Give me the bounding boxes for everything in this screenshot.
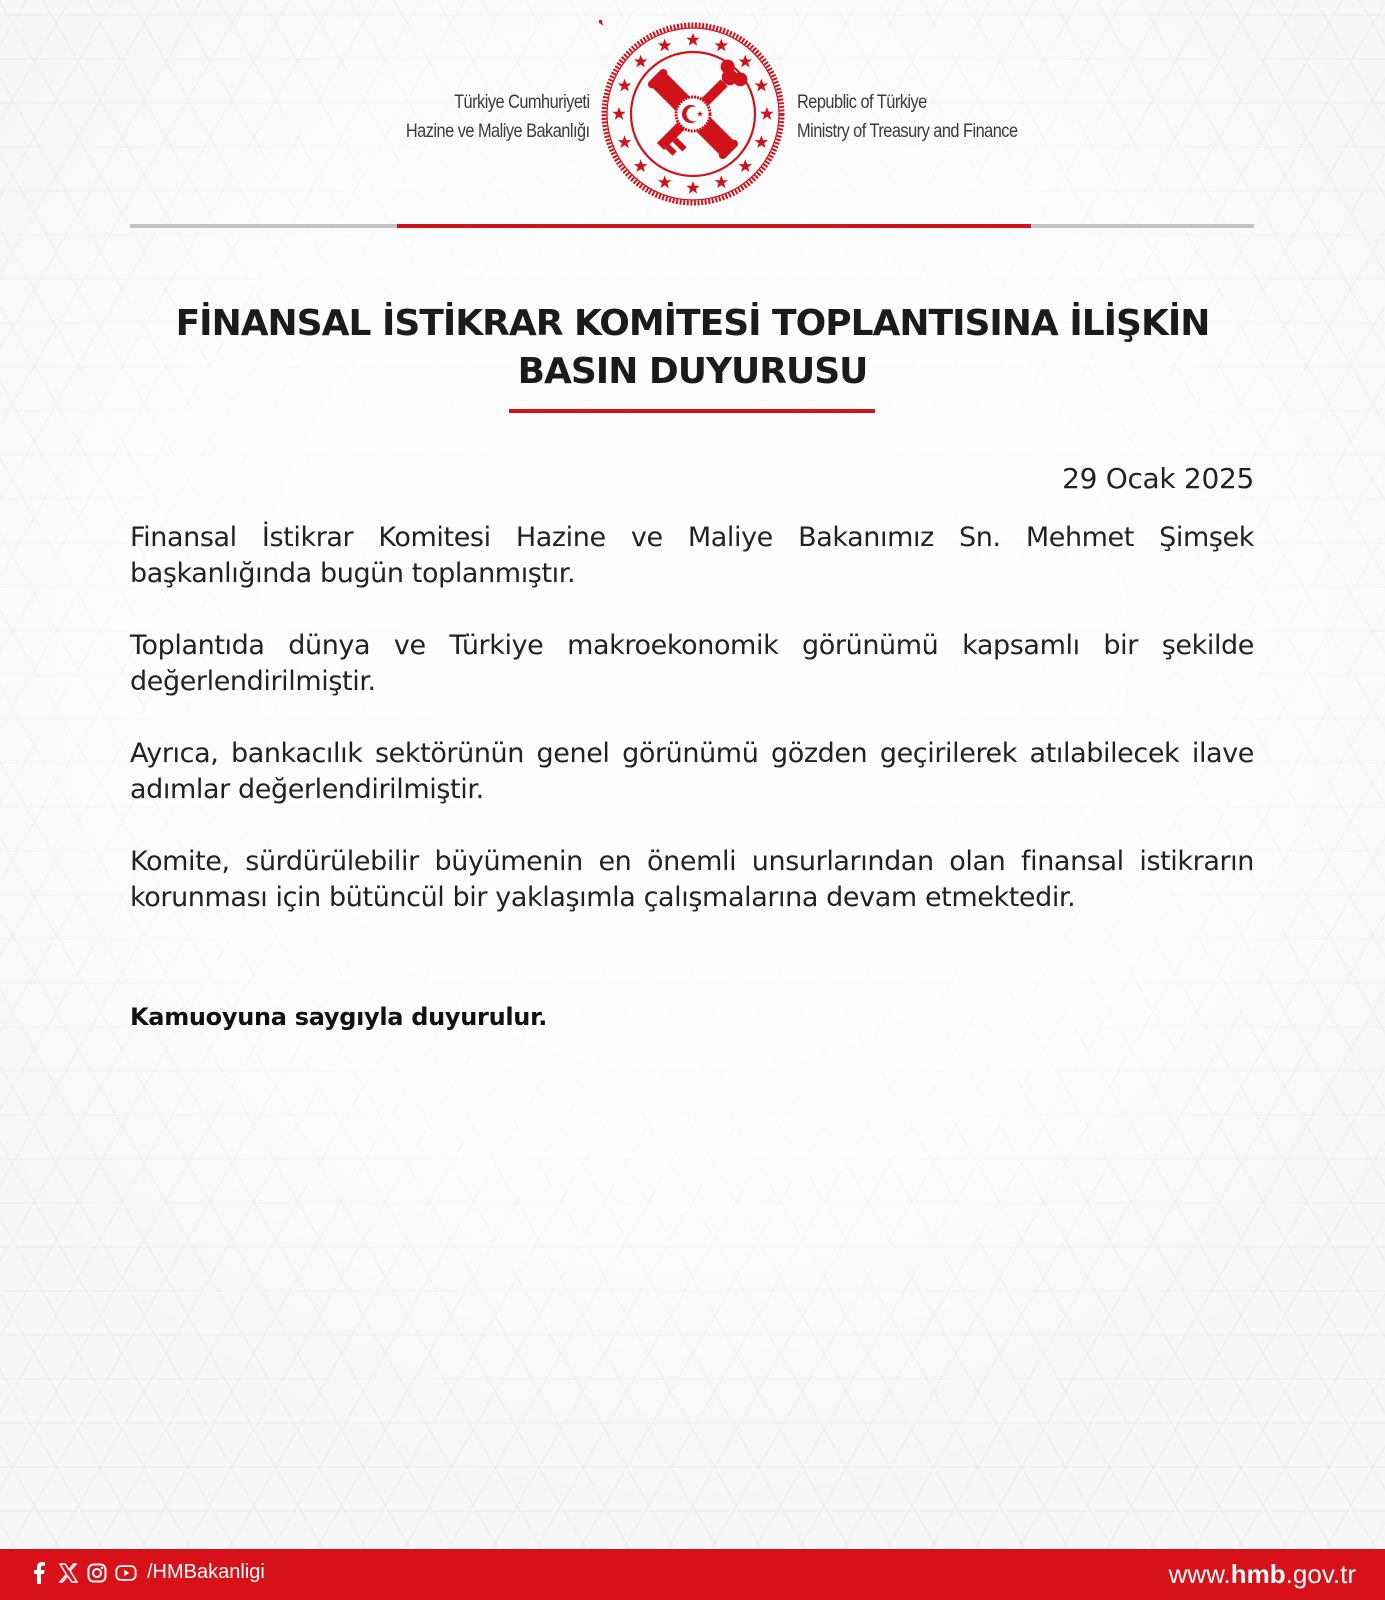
org-tr-line1: Türkiye Cumhuriyeti (454, 92, 590, 113)
closing-statement: Kamuoyuna saygıyla duyurulur. (130, 1003, 548, 1031)
instagram-icon[interactable] (86, 1562, 108, 1584)
org-name-turkish (406, 88, 590, 146)
social-handle[interactable]: /HMBakanligi (147, 1561, 265, 1583)
site-domain: hmb (1230, 1559, 1286, 1589)
footer-bar (0, 1549, 1385, 1600)
youtube-icon[interactable] (115, 1562, 137, 1584)
title-line2: BASIN DUYURUSU (517, 351, 868, 392)
site-suffix: .gov.tr (1285, 1559, 1356, 1589)
document-body (130, 520, 1254, 952)
social-links (28, 1561, 265, 1584)
document-date: 29 Ocak 2025 (1062, 462, 1254, 495)
org-en-line2: Ministry of Treasury and Finance (797, 121, 1018, 142)
x-icon[interactable] (57, 1562, 79, 1584)
ministry-emblem-icon (599, 20, 787, 208)
site-prefix: www. (1168, 1559, 1231, 1589)
paragraph: Toplantıda dünya ve Türkiye makroekonomik görünümü kapsamlı bir şekilde değerlendirilmiştir. (130, 630, 1254, 697)
title-line1: FİNANSAL İSTİKRAR KOMİTESİ TOPLANTISINA İLİŞKİN (175, 303, 1210, 344)
paragraph: Komite, sürdürülebilir büyümenin en önemli unsurlarından olan finansal istikrarın korunması için bütüncül bir yaklaşımla çalışmalarına devam etmektedir. (130, 846, 1254, 913)
letterhead (0, 18, 1385, 213)
org-en-line1: Republic of Türkiye (797, 92, 927, 113)
paragraph: Ayrıca, bankacılık sektörünün genel görünümü gözden geçirilerek atılabilecek ilave adımlar değerlendirilmiştir. (130, 738, 1254, 805)
org-tr-line2: Hazine ve Maliye Bakanlığı (406, 121, 590, 142)
header-divider-accent (397, 224, 1031, 228)
org-name-english (797, 88, 1018, 146)
facebook-icon[interactable] (28, 1562, 50, 1584)
page-title (100, 300, 1285, 396)
website-link[interactable] (1169, 1559, 1356, 1590)
title-underline (509, 409, 875, 413)
paragraph: Finansal İstikrar Komitesi Hazine ve Maliye Bakanımız Sn. Mehmet Şimşek başkanlığında bugün toplanmıştır. (130, 522, 1254, 589)
